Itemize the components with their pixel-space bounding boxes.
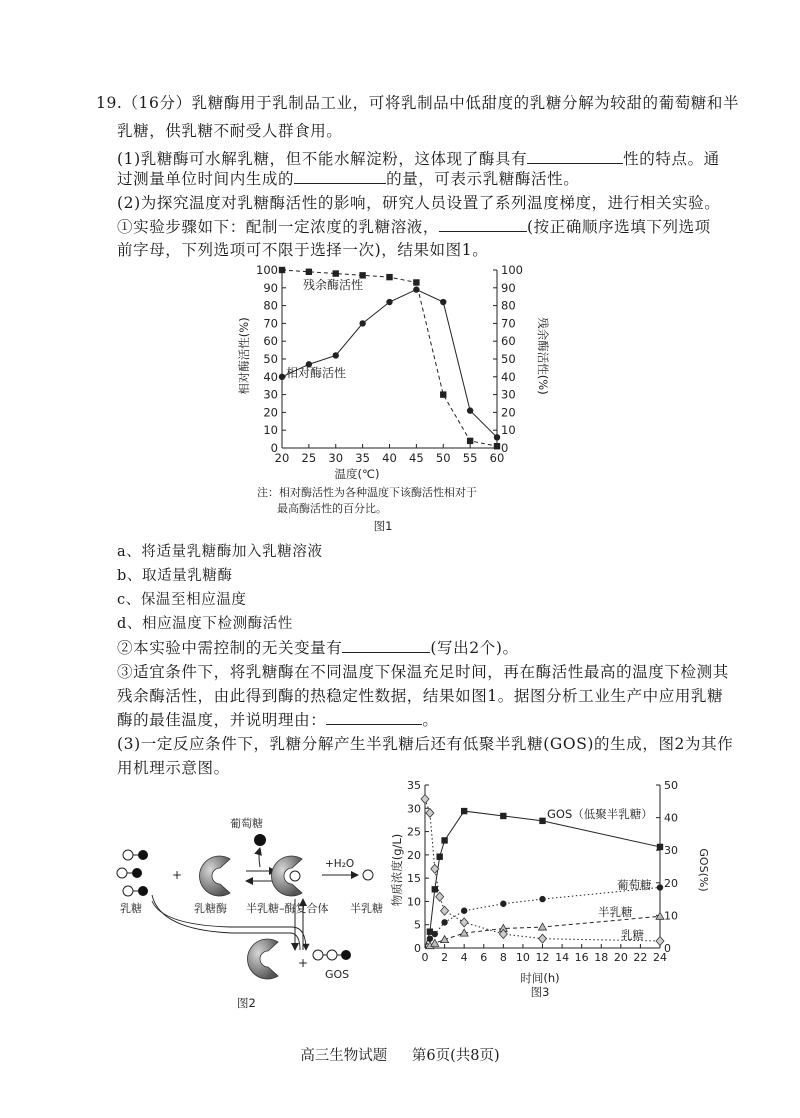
figure3-data-point xyxy=(657,844,663,850)
figure3-x-tick-label: 18 xyxy=(594,951,609,964)
figure1-x-tick-label: 25 xyxy=(301,451,317,465)
question-header-line-1: 19.（16分）乳糖酶用于乳制品工业，可将乳制品中低甜度的乳糖分解为较甜的葡萄糖和半 xyxy=(96,94,740,112)
galactose-molecule xyxy=(363,870,373,880)
figure1-data-point xyxy=(494,443,500,449)
figure1-data-point xyxy=(279,267,285,273)
glucose-molecule xyxy=(254,834,266,846)
part1-text-d: 的量，可表示乳糖酶活性。 xyxy=(386,170,580,188)
figure3-y-tick-label: 30 xyxy=(407,802,421,816)
figure1-y-tick-label: 70 xyxy=(263,316,278,331)
figure3-data-point xyxy=(500,901,506,907)
figure3-data-point xyxy=(432,886,438,892)
figure1-data-point xyxy=(440,299,446,305)
figure1-data-point xyxy=(467,407,473,413)
figure1-chart xyxy=(230,258,550,538)
bound-galactose xyxy=(290,871,300,881)
figure3-x-tick-label: 0 xyxy=(421,951,429,964)
answer-blank-1[interactable] xyxy=(527,149,623,164)
part2-step2-text-b: (写出2个)。 xyxy=(430,639,519,657)
question-header-line-2: 乳糖，供乳糖不耐受人群食用。 xyxy=(117,122,343,140)
figure3-data-point xyxy=(426,808,434,817)
option-a: a、将适量乳糖酶加入乳糖溶液 xyxy=(117,544,323,560)
figure1-x-tick-label: 55 xyxy=(462,451,478,465)
figure1-data-point xyxy=(494,434,500,440)
part2-step2-text-a: ②本实验中需控制的无关变量有 xyxy=(117,639,343,657)
figure1-series-line xyxy=(282,290,497,438)
lactose-molecule-2 xyxy=(117,868,142,878)
part1-line-2 xyxy=(117,167,579,189)
figure1-y-tick-label: 30 xyxy=(263,387,278,402)
figure1-y2-tick-label: 0 xyxy=(501,441,509,455)
figure3-x-tick-label: 16 xyxy=(574,951,589,964)
figure1-data-point xyxy=(440,391,446,397)
figure3-glucose-label: 葡萄糖 xyxy=(617,878,652,892)
figure3-data-point xyxy=(539,818,545,824)
part2-step3-line-1: ③适宜条件下，将乳糖酶在不同温度下保温充足时间，再在酶活性最高的温度下检测其 xyxy=(117,663,729,681)
figure1-y-label: 相对酶活性(%) xyxy=(237,317,251,395)
figure3-y-tick-label: 0 xyxy=(414,942,421,955)
figure1-x-tick-label: 40 xyxy=(382,451,397,465)
footer-subject: 高三生物试题 xyxy=(300,1048,388,1064)
figure1-y-tick-label: 60 xyxy=(263,334,278,349)
plus-sign-2: + xyxy=(298,956,309,970)
figure1-data-point xyxy=(306,269,312,275)
figure1-x-tick-label: 50 xyxy=(435,451,451,465)
figure3-y2-tick-label: 10 xyxy=(664,909,678,923)
figure1-data-point xyxy=(413,286,419,292)
lactase-enzyme-icon xyxy=(199,856,230,896)
glucose-label: 葡萄糖 xyxy=(230,817,263,830)
figure1-x-label: 温度(℃) xyxy=(334,467,380,481)
figure3-x-tick-label: 4 xyxy=(460,951,468,964)
figure1-x-tick-label: 60 xyxy=(489,451,505,465)
plus-sign-1: + xyxy=(172,868,183,882)
figure1-x-tick-label: 35 xyxy=(355,451,370,465)
figure3-x-tick-label: 12 xyxy=(535,951,550,964)
glucose-arrow xyxy=(259,848,260,867)
figure3-x-tick-label: 2 xyxy=(441,951,449,964)
figure1-data-point xyxy=(467,438,473,444)
figure3-data-point xyxy=(441,837,447,843)
figure1-x-tick-label: 20 xyxy=(274,451,290,465)
figure3-x-tick-label: 20 xyxy=(613,951,628,964)
figure1-x-tick-label: 45 xyxy=(409,451,424,465)
figure1-x-tick-label: 30 xyxy=(328,451,344,465)
part2-step3-line-3 xyxy=(117,708,438,730)
figure1-y-tick-label: 40 xyxy=(263,369,278,384)
figure3-data-point xyxy=(441,906,449,915)
figure1-y-tick-label: 80 xyxy=(263,298,278,313)
part2-step2-line xyxy=(117,636,519,658)
figure1-y-tick-label: 90 xyxy=(263,280,278,295)
lactose-molecule-1 xyxy=(123,850,148,860)
figure3-data-point xyxy=(436,854,442,860)
figure3-y2-label: GOS(%) xyxy=(697,848,710,892)
figure3-x-tick-label: 22 xyxy=(633,951,648,964)
figure3-x-tick-label: 8 xyxy=(499,951,507,964)
part2-step3-text-a: 酶的最佳温度，并说明理由： xyxy=(117,711,327,729)
figure3-data-point xyxy=(460,918,468,927)
page-footer xyxy=(0,1044,800,1065)
figure1-relative-label: 相对酶活性 xyxy=(286,366,347,380)
figure1-data-point xyxy=(333,352,339,358)
figure1-y2-tick-label: 30 xyxy=(501,387,516,402)
figure1-residual-label: 残余酶活性 xyxy=(303,278,364,292)
figure1-y-tick-label: 50 xyxy=(263,352,278,366)
part3-line-1: (3)一定反应条件下，乳糖分解产生半乳糖后还有低聚半乳糖(GOS)的生成，图2为其作 xyxy=(117,735,734,753)
figure2-diagram xyxy=(112,805,402,1020)
figure3-y-tick-label: 15 xyxy=(407,872,421,886)
figure3-data-point xyxy=(656,937,664,946)
part2-step3-text-b: 。 xyxy=(422,711,439,729)
option-b: b、取适量乳糖酶 xyxy=(117,568,233,584)
part2-step1-line-1 xyxy=(117,215,711,237)
figure3-data-point xyxy=(461,908,467,914)
figure1-series xyxy=(279,267,500,450)
figure1-data-point xyxy=(413,279,419,285)
part1-line-1 xyxy=(117,147,720,169)
gos-label: GOS xyxy=(325,968,350,981)
figure3-y-tick-label: 35 xyxy=(407,779,421,792)
figure3-galactose-label: 半乳糖 xyxy=(598,905,633,919)
figure1-y2-tick-label: 50 xyxy=(501,352,516,366)
complex-label: 半乳糖–酶复合体 xyxy=(246,902,329,915)
answer-blank-5[interactable] xyxy=(326,710,422,725)
answer-blank-4[interactable] xyxy=(342,638,430,653)
figure3-data-point xyxy=(432,931,438,937)
figure3-data-point xyxy=(500,813,506,819)
enzyme-label: 乳糖酶 xyxy=(194,902,227,915)
figure1-y2-tick-label: 80 xyxy=(501,298,516,313)
part1-text-b: 性的特点。通 xyxy=(623,150,720,168)
figure3-y-tick-label: 10 xyxy=(407,895,421,909)
option-c: c、保温至相应温度 xyxy=(117,592,247,608)
footer-page-number: 第6页(共8页) xyxy=(411,1048,500,1064)
figure1-y2-tick-label: 100 xyxy=(501,263,523,277)
figure3-data-point xyxy=(539,934,547,943)
part1-text-a: (1)乳糖酶可水解乳糖，但不能水解淀粉，这体现了酶具有 xyxy=(117,150,528,168)
regenerated-enzyme-icon xyxy=(247,939,278,979)
figure3-y-tick-label: 5 xyxy=(414,918,421,932)
figure3-y2-tick-label: 0 xyxy=(664,942,671,955)
figure3-data-point xyxy=(421,794,429,803)
part2-step1-text-a: ①实验步骤如下：配制一定浓度的乳糖溶液， xyxy=(117,218,440,236)
figure3-x-label: 时间(h) xyxy=(520,971,560,985)
figure3-gos-label: GOS（低聚半乳糖） xyxy=(547,807,653,821)
figure3-y2-tick-label: 30 xyxy=(664,844,678,858)
answer-blank-2[interactable] xyxy=(294,169,386,184)
figure1-note-line-1: 注：相对酶活性为各种温度下该酶活性相对于 xyxy=(257,486,477,499)
figure1-y2-tick-label: 40 xyxy=(501,369,516,384)
figure1-caption: 图1 xyxy=(373,519,393,533)
option-d: d、相应温度下检测酶活性 xyxy=(117,616,293,632)
figure1-y-tick-label: 10 xyxy=(263,423,278,438)
part3-line-2: 用机理示意图。 xyxy=(117,759,230,777)
galactose-label: 半乳糖 xyxy=(350,902,383,915)
answer-blank-3[interactable] xyxy=(439,217,527,232)
figure3-data-point xyxy=(539,896,545,902)
part2-step1-text-b: (按正确顺序选填下列选项 xyxy=(527,218,711,236)
figure3-caption: 图3 xyxy=(530,985,550,999)
figure1-axes xyxy=(256,263,523,465)
figure1-data-point xyxy=(386,299,392,305)
figure3-y-label: 物质浓度(g/L) xyxy=(390,833,404,907)
figure1-data-point xyxy=(359,320,365,326)
part2-line-1: (2)为探究温度对乳糖酶活性的影响，研究人员设置了系列温度梯度，进行相关实验。 xyxy=(117,194,721,212)
figure3-data-point xyxy=(461,808,467,814)
figure3-lactose-label: 乳糖 xyxy=(621,928,644,942)
figure3-data-point xyxy=(441,919,447,925)
figure1-data-point xyxy=(279,374,285,380)
water-label: +H₂O xyxy=(325,858,355,870)
figure3-x-tick-label: 14 xyxy=(555,951,570,964)
figure3-y-tick-label: 20 xyxy=(407,848,421,862)
figure3-x-tick-label: 6 xyxy=(480,951,488,964)
figure1-y2-label: 残余酶活性(%) xyxy=(536,317,550,395)
figure3-data-point xyxy=(539,923,547,930)
figure2-caption: 图2 xyxy=(237,996,256,1010)
figure1-y-tick-label: 0 xyxy=(270,441,278,455)
figure1-y2-tick-label: 90 xyxy=(501,280,516,295)
figure1-y-tick-label: 100 xyxy=(256,263,278,277)
gos-molecule xyxy=(313,950,351,960)
figure3-y2-tick-label: 50 xyxy=(664,779,678,792)
figure3-y2-tick-label: 20 xyxy=(664,876,678,890)
figure3-data-point xyxy=(657,884,663,890)
figure3-x-tick-label: 24 xyxy=(653,951,667,964)
figure1-y2-tick-label: 60 xyxy=(501,334,516,349)
figure3-x-tick-label: 10 xyxy=(515,951,530,964)
figure3-chart xyxy=(390,775,710,1030)
figure1-data-point xyxy=(386,274,392,280)
part2-step1-line-2: 前字母，下列选项可不限于选择一次)，结果如图1。 xyxy=(117,241,489,259)
figure1-y-tick-label: 20 xyxy=(263,405,278,420)
lactose-molecule-3 xyxy=(123,886,148,896)
part1-text-c: 过测量单位时间内生成的 xyxy=(117,170,295,188)
figure1-y2-tick-label: 20 xyxy=(501,405,516,420)
figure1-y2-tick-label: 10 xyxy=(501,423,516,438)
figure3-y-tick-label: 25 xyxy=(407,825,421,839)
figure3-data-point xyxy=(436,892,444,901)
figure3-y2-tick-label: 40 xyxy=(664,811,678,825)
lactose-label: 乳糖 xyxy=(120,902,142,915)
figure1-y2-tick-label: 70 xyxy=(501,316,516,331)
figure1-series-line xyxy=(282,270,497,446)
figure1-data-point xyxy=(333,270,339,276)
figure1-note-line-2: 最高酶活性的百分比。 xyxy=(277,502,387,515)
part2-step3-line-2: 残余酶活性，由此得到酶的热稳定性数据，结果如图1。据图分析工业生产中应用乳糖 xyxy=(117,687,724,705)
